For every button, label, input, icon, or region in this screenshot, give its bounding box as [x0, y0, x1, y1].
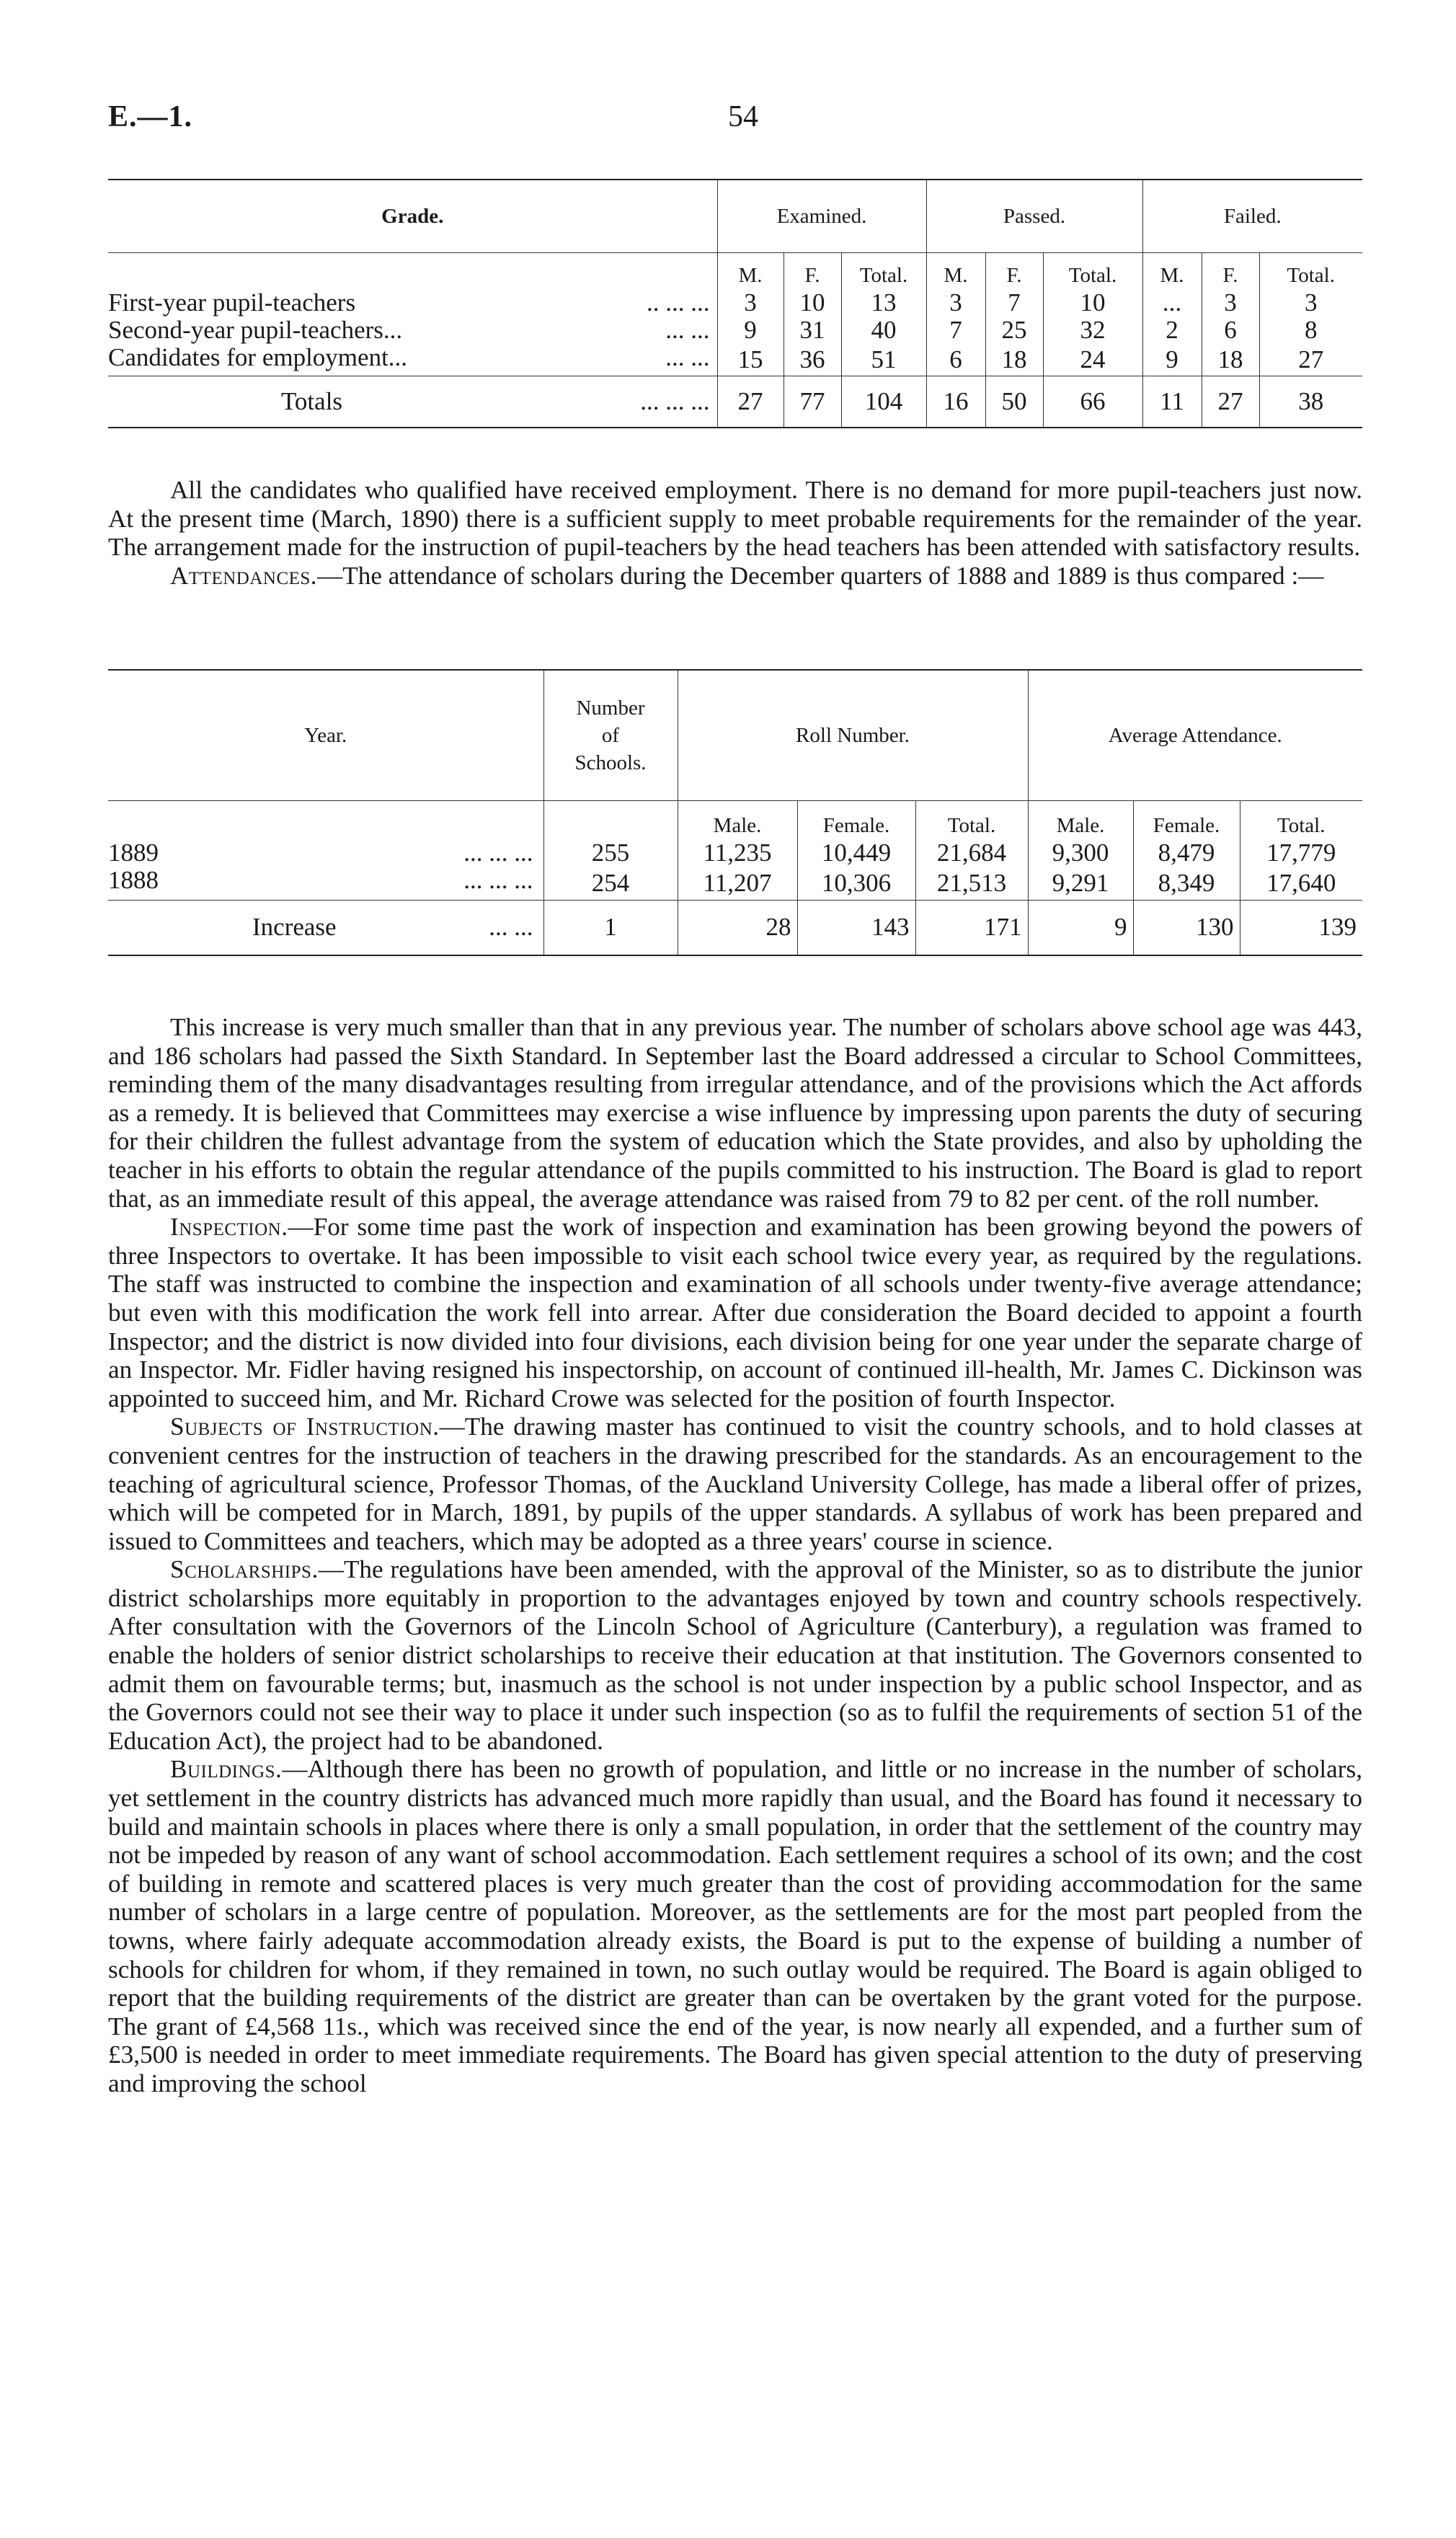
leader-dots: ... ... ...	[463, 866, 533, 894]
table-cell: 24	[1043, 344, 1142, 376]
paragraph	[108, 1412, 1362, 1555]
totals-row	[108, 376, 1362, 428]
paragraph	[108, 1555, 1362, 1755]
table-cell: 255	[543, 839, 678, 867]
row-label: Candidates for employment...	[108, 342, 408, 371]
sub-female: Female.	[1133, 800, 1240, 839]
table-row	[108, 289, 1362, 317]
table-cell: 18	[985, 344, 1043, 376]
paragraph-text: —Although there has been no growth of population, and little or no increase in the number of scholars, yet settlement in the country districts has advanced much more rapidly than usual, and the Board has found it necessary to build and maintain schools in places where there is only a small population, in order that the settlement of the country may not be impeded by reason of any want of school accommodation. Each settlement requires a school of its own; and the cost of building in remote and scattered places is very much greater than the cost of providing accommodation for the same number of scholars in a large centre of population. Moreover, as the settlements are for the most part peopled from the towns, where fairly adequate accommodation already exists, the Board is put to the expense of building a number of schools for children for whom, if they remained in town, no such outlay would be required. The Board is again obliged to report that the building requirements of the district are greater than can be overtaken by the grant voted for the purpose. The grant of £4,568 11s., which was received since the end of the year, is now nearly all expended, and a further sum of £3,500 is needed in order to meet immediate requirements. The Board has given special attention to the duty of preserving and improving the school	[108, 1755, 1362, 2097]
page-number: 54	[728, 100, 758, 133]
section-heading: Scholarships.	[170, 1555, 319, 1584]
table-cell: 21,684	[915, 839, 1028, 867]
table-cell: 11,235	[678, 839, 797, 867]
table-cell: 10	[1043, 289, 1142, 317]
sub-f: F.	[1202, 253, 1259, 289]
table-cell: 3	[717, 289, 784, 317]
increase-row	[108, 901, 1362, 955]
row-year: 1889	[108, 839, 159, 867]
paragraph-text: —The attendance of scholars during the December quarters of 1888 and 1889 is thus compared :—	[317, 561, 1324, 590]
col-failed: Failed.	[1142, 180, 1362, 253]
table-cell: 6	[1202, 317, 1259, 344]
row-label: First-year pupil-teachers	[108, 288, 356, 317]
table-cell: 171	[915, 901, 1028, 955]
sub-male: Male.	[1028, 800, 1133, 839]
leader-dots: ... ...	[665, 342, 710, 371]
table-cell: 10,449	[797, 839, 915, 867]
table-cell: 130	[1133, 901, 1240, 955]
table-cell: 31	[784, 317, 841, 344]
table-cell: 27	[1259, 344, 1362, 376]
leader-dots: ... ...	[489, 913, 533, 942]
col-examined: Examined.	[717, 180, 926, 253]
table-cell: 7	[926, 317, 985, 344]
leader-dots: ... ... ...	[640, 386, 710, 415]
table-cell: 27	[1202, 376, 1259, 428]
report-code: E.—1.	[108, 100, 193, 133]
paragraph	[108, 476, 1362, 562]
table-cell: 17,640	[1240, 867, 1362, 901]
table-cell: 9,291	[1028, 867, 1133, 901]
table-cell: 77	[784, 376, 841, 428]
table-cell: 36	[784, 344, 841, 376]
table-cell: 3	[1202, 289, 1259, 317]
col-schools	[543, 671, 678, 800]
col-passed: Passed.	[926, 180, 1142, 253]
col-schools-line: Number	[576, 696, 645, 720]
table-cell: 3	[926, 289, 985, 317]
table-cell: 8,479	[1133, 839, 1240, 867]
col-grade: Grade.	[381, 205, 444, 228]
paragraph	[108, 1755, 1362, 2097]
sub-m: M.	[717, 253, 784, 289]
sub-male: Male.	[678, 800, 797, 839]
document-page	[108, 0, 1362, 2538]
section-heading: Attendances.	[170, 561, 318, 590]
row-label: Second-year pupil-teachers...	[108, 315, 403, 344]
table-cell: ...	[1142, 289, 1202, 317]
text-block-1	[108, 476, 1362, 590]
table-cell: 3	[1259, 289, 1362, 317]
table-row	[108, 839, 1362, 867]
table-cell: 38	[1259, 376, 1362, 428]
table-cell: 17,779	[1240, 839, 1362, 867]
row-year: 1888	[108, 866, 159, 894]
col-average-attendance: Average Attendance.	[1028, 671, 1362, 800]
sub-f: F.	[985, 253, 1043, 289]
attendance-table	[108, 669, 1362, 956]
sub-total: Total.	[841, 253, 926, 289]
paragraph-text: —The regulations have been amended, with the approval of the Minister, so as to distribute the junior district scholarships more equitably in proportion to the advantages enjoyed by town and country schools respectively. After consultation with the Governors of the Lincoln School of Agriculture (Canterbury), a regulation was framed to enable the holders of senior district scholarships to receive their education at that institution. The Governors consented to admit them on favourable terms; but, inasmuch as the school is not under inspection by a public school Inspector, and as the Governors could not see their way to place it under such inspection (so as to fulfil the requirements of section 51 of the Education Act), the project had to be abandoned.	[108, 1555, 1362, 1755]
table-cell: 9	[1028, 901, 1133, 955]
paragraph	[108, 1013, 1362, 1213]
sub-female: Female.	[797, 800, 915, 839]
col-roll-number: Roll Number.	[678, 671, 1028, 800]
table-cell: 51	[841, 344, 926, 376]
sub-total: Total.	[1259, 253, 1362, 289]
table-row	[108, 317, 1362, 344]
totals-label: Totals	[281, 386, 343, 415]
table-cell: 40	[841, 317, 926, 344]
table-cell: 10,306	[797, 867, 915, 901]
table-cell: 66	[1043, 376, 1142, 428]
table-cell: 7	[985, 289, 1043, 317]
sub-total: Total.	[915, 800, 1028, 839]
table-cell: 8,349	[1133, 867, 1240, 901]
sub-f: F.	[784, 253, 841, 289]
table-cell: 9	[717, 317, 784, 344]
table-cell: 1	[543, 901, 678, 955]
table-cell: 50	[985, 376, 1043, 428]
table-cell: 25	[985, 317, 1043, 344]
table-cell: 6	[926, 344, 985, 376]
page-header	[108, 100, 1362, 143]
table-cell: 11,207	[678, 867, 797, 901]
sub-m: M.	[1142, 253, 1202, 289]
table-cell: 27	[717, 376, 784, 428]
paragraph-text: This increase is very much smaller than that in any previous year. The number of scholars above school age was 443, and 186 scholars had passed the Sixth Standard. In September last the Board addressed a circular to School Committees, reminding them of the many disadvantages resulting from irregular attendance, and of the provisions which the Act affords as a remedy. It is believed that Committees may exercise a wise influence by impressing upon parents the duty of securing for their children the fullest advantage from the system of education which the State provides, and also by upholding the teacher in his efforts to obtain the regular attendance of the pupils committed to his instruction. The Board is glad to report that, as an immediate result of this appeal, the average attendance was raised from 79 to 82 per cent. of the roll number.	[108, 1013, 1362, 1213]
table-cell: 28	[678, 901, 797, 955]
table-cell: 143	[797, 901, 915, 955]
table-cell: 104	[841, 376, 926, 428]
table-cell: 13	[841, 289, 926, 317]
table-cell: 15	[717, 344, 784, 376]
table-cell: 9	[1142, 344, 1202, 376]
table-cell: 32	[1043, 317, 1142, 344]
col-year-label: Year.	[304, 723, 347, 747]
section-heading: Subjects of Instruction.	[170, 1412, 440, 1441]
col-schools-line: of	[601, 723, 620, 747]
table-cell: 11	[1142, 376, 1202, 428]
table-cell: 18	[1202, 344, 1259, 376]
paragraph	[108, 562, 1362, 591]
section-heading: Inspection.	[170, 1213, 288, 1242]
section-heading: Buildings.	[170, 1755, 283, 1784]
table-cell: 21,513	[915, 867, 1028, 901]
col-schools-line: Schools.	[574, 751, 647, 774]
table-cell: 16	[926, 376, 985, 428]
pupil-teacher-exam-table	[108, 179, 1362, 428]
table-cell: 139	[1240, 901, 1362, 955]
paragraph-text: All the candidates who qualified have received employment. There is no demand for more pupil-teachers just now. At the present time (March, 1890) there is a sufficient supply to meet probable requirements for the remainder of the year. The arrangement made for the instruction of pupil-teachers by the head teachers has been attended with satisfactory results.	[108, 476, 1362, 562]
sub-m: M.	[926, 253, 985, 289]
table-cell: 10	[784, 289, 841, 317]
increase-label: Increase	[252, 913, 337, 942]
sub-total: Total.	[1043, 253, 1142, 289]
col-year	[108, 671, 543, 800]
table-row	[108, 867, 1362, 901]
table-cell: 9,300	[1028, 839, 1133, 867]
sub-total: Total.	[1240, 800, 1362, 839]
table-cell: 254	[543, 867, 678, 901]
table-cell: 8	[1259, 317, 1362, 344]
table-cell: 2	[1142, 317, 1202, 344]
leader-dots: ... ...	[665, 315, 710, 344]
leader-dots: .. ... ...	[647, 288, 710, 317]
table-row	[108, 344, 1362, 376]
text-block-2	[108, 1013, 1362, 2098]
leader-dots: ... ... ...	[463, 839, 533, 867]
paragraph-text: —For some time past the work of inspection and examination has been growing beyond the powers of three Inspectors to overtake. It has been impossible to visit each school twice every year, as required by the regulations. The staff was instructed to combine the inspection and examination of all schools under twenty-five average attendance; but even with this modification the work fell into arrear. After due consideration the Board decided to appoint a fourth Inspector; and the district is now divided into four divisions, each division being for one year under the separate charge of an Inspector. Mr. Fidler having resigned his inspectorship, on account of continued ill-health, Mr. James C. Dickinson was appointed to succeed him, and Mr. Richard Crowe was selected for the position of fourth Inspector.	[108, 1213, 1362, 1412]
paragraph	[108, 1213, 1362, 1412]
paragraph-text: —The drawing master has continued to visit the country schools, and to hold classes at convenient centres for the instruction of teachers in the drawing prescribed for the standards. As an encouragement to the teaching of agricultural science, Professor Thomas, of the Auckland University College, has made a liberal offer of prizes, which will be competed for in March, 1891, by pupils of the upper standards. A syllabus of work has been prepared and issued to Committees and teachers, which may be adopted as a three years' course in science.	[108, 1412, 1363, 1555]
